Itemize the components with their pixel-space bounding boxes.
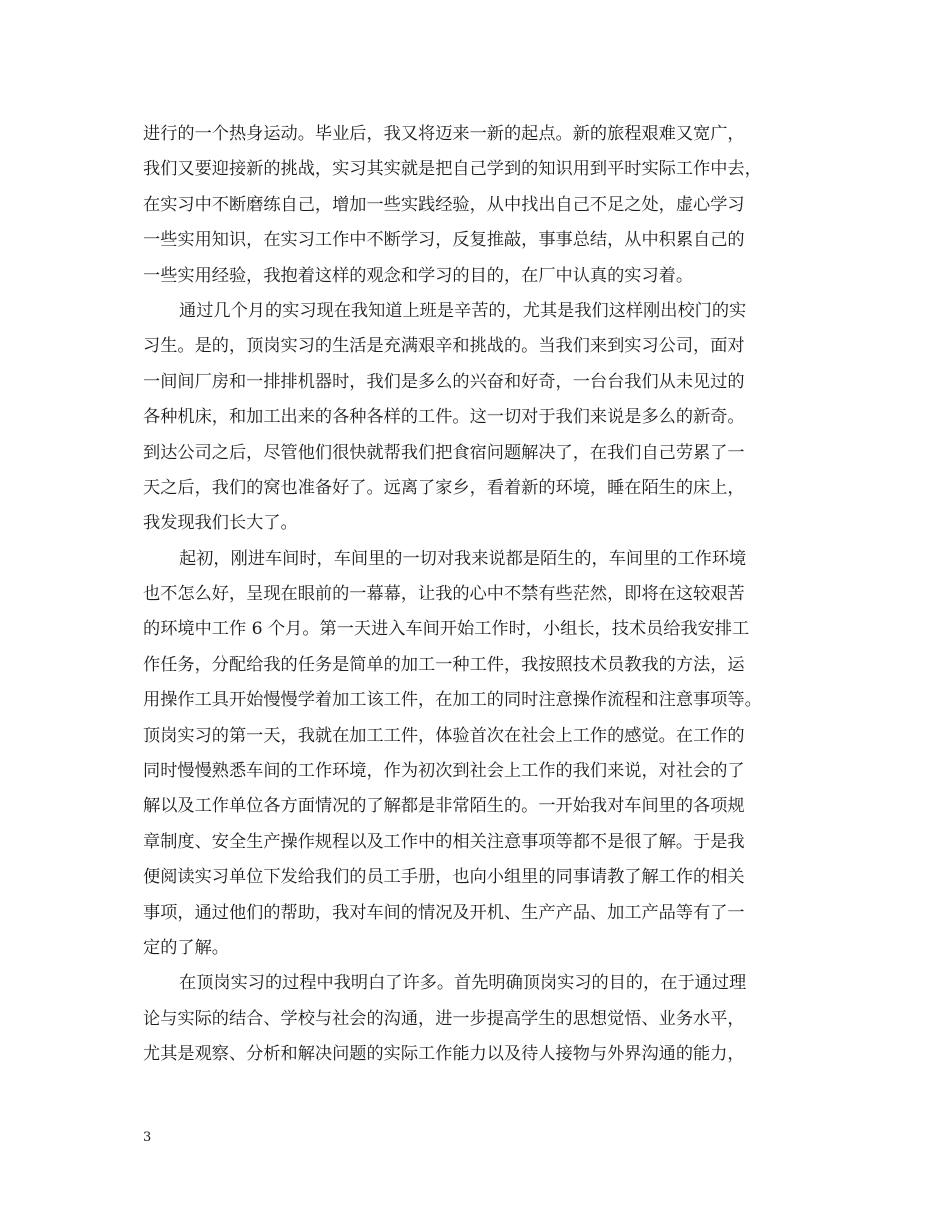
text-line: 论与实际的结合、学校与社会的沟通，进一步提高学生的思想觉悟、业务水平， bbox=[143, 1008, 745, 1029]
paragraph bbox=[143, 966, 833, 1072]
text-line: 习生。是的，顶岗实习的生活是充满艰辛和挑战的。当我们来到实习公司，面对 bbox=[143, 336, 745, 357]
text-line: 事项，通过他们的帮助，我对车间的情况及开机、生产产品、加工产品等有了一 bbox=[143, 902, 745, 923]
text-line: 顶岗实习的第一天，我就在加工工件，体验首次在社会上工作的感觉。在工作的 bbox=[143, 725, 745, 746]
text-line: 作任务，分配给我的任务是简单的加工一种工件，我按照技术员教我的方法，运 bbox=[143, 654, 745, 675]
text-line: 在顶岗实习的过程中我明白了许多。首先明确顶岗实习的目的，在于通过理 bbox=[179, 973, 747, 994]
paragraph bbox=[143, 294, 833, 542]
text-line: 便阅读实习单位下发给我们的员工手册，也向小组里的同事请教了解工作的相关 bbox=[143, 867, 745, 888]
text-line: 尤其是观察、分析和解决问题的实际工作能力以及待人接物与外界沟通的能力， bbox=[143, 1044, 745, 1065]
paragraph bbox=[143, 542, 833, 967]
text-line: 一些实用知识，在实习工作中不断学习，反复推敲，事事总结，从中积累自己的 bbox=[143, 230, 745, 251]
text-line: 进行的一个热身运动。毕业后，我又将迈来一新的起点。新的旅程艰难又宽广， bbox=[143, 124, 745, 144]
text-line: 各种机床，和加工出来的各种各样的工件。这一切对于我们来说是多么的新奇。 bbox=[143, 407, 745, 428]
text-line: 章制度、安全生产操作规程以及工作中的相关注意事项等都不是很了解。于是我 bbox=[143, 831, 745, 852]
text-line: 我们又要迎接新的挑战，实习其实就是把自己学到的知识用到平时实际工作中去， bbox=[143, 159, 762, 180]
text-line: 通过几个月的实习现在我知道上班是辛苦的，尤其是我们这样刚出校门的实 bbox=[179, 300, 747, 321]
text-line: 用操作工具开始慢慢学着加工该工件，在加工的同时注意操作流程和注意事项等。 bbox=[143, 690, 762, 711]
text-line: 到达公司之后，尽管他们很快就帮我们把食宿问题解决了，在我们自己劳累了一 bbox=[143, 442, 745, 463]
text-line: 起初，刚进车间时，车间里的一切对我来说都是陌生的，车间里的工作环境 bbox=[179, 548, 747, 569]
body-text bbox=[143, 117, 833, 1073]
paragraph bbox=[143, 117, 833, 294]
text-line: 我发现我们长大了。 bbox=[143, 513, 298, 534]
text-line: 的环境中工作 6 个月。第一天进入车间开始工作时，小组长，技术员给我安排工 bbox=[143, 619, 750, 640]
text-line: 解以及工作单位各方面情况的了解都是非常陌生的。一开始我对车间里的各项规 bbox=[143, 796, 745, 817]
text-line: 天之后，我们的窝也准备好了。远离了家乡，看着新的环境，睡在陌生的床上， bbox=[143, 477, 745, 498]
text-line: 一间间厂房和一排排机器时，我们是多么的兴奋和好奇，一台台我们从未见过的 bbox=[143, 371, 745, 392]
text-line: 在实习中不断磨练自己，增加一些实践经验，从中找出自己不足之处，虚心学习 bbox=[143, 194, 745, 215]
page-number: 3 bbox=[143, 1130, 152, 1145]
text-line: 同时慢慢熟悉车间的工作环境，作为初次到社会上工作的我们来说，对社会的了 bbox=[143, 761, 745, 782]
text-line: 定的了解。 bbox=[143, 937, 229, 958]
text-line: 一些实用经验，我抱着这样的观念和学习的目的，在厂中认真的实习着。 bbox=[143, 265, 694, 286]
text-line: 也不怎么好，呈现在眼前的一幕幕，让我的心中不禁有些茫然，即将在这较艰苦 bbox=[143, 584, 745, 605]
